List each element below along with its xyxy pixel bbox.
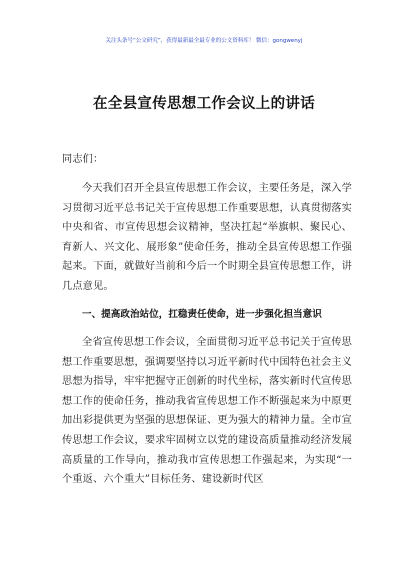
header-promo-note: 关注头条号“公文研究”，获得最新最全最专业的公文资料库！ 微信：gongwenyj [105,38,303,44]
paragraph-section-1: 全省宣传思想工作会议，全面贯彻习近平总书记关于宣传思想工作重要思想，强调要坚持以习近平新时代中国特色社会主义思想为指导，牢牢把握守正创新的时代坐标，落实新时代宣传思想工作的使命任务，推动我省宣传思想工作不断强起来为中原更加出彩提供更为坚强的思想保证、更为强大的精神力量。全市宣传思想工作会议，要求牢固树立以党的建设高质量推动经济发展高质量的工作导向，推动我市宣传思想工作强起来，为实现“一个重返、六个重大”目标任务、建设新时代区 [62,337,352,486]
paragraph-intro: 今天我们召开全县宣传思想工作会议，主要任务是，深入学习贯彻习近平总书记关于宣传思想工作重要思想，认真贯彻落实中央和省、市宣传思想会议精神，坚决扛起“举旗帜、聚民心、育新人、兴文化、展形象”使命任务，推动全县宣传思想工作强起来。下面，就做好当前和今后一个时期全县宣传思想工作，讲几点意见。 [62,183,352,292]
page-title: 在全县宣传思想工作会议上的讲话 [93,96,315,112]
section-heading-1: 一、提高政治站位，扛稳责任使命，进一步强化担当意识 [82,309,322,320]
salutation: 同志们： [62,154,104,165]
